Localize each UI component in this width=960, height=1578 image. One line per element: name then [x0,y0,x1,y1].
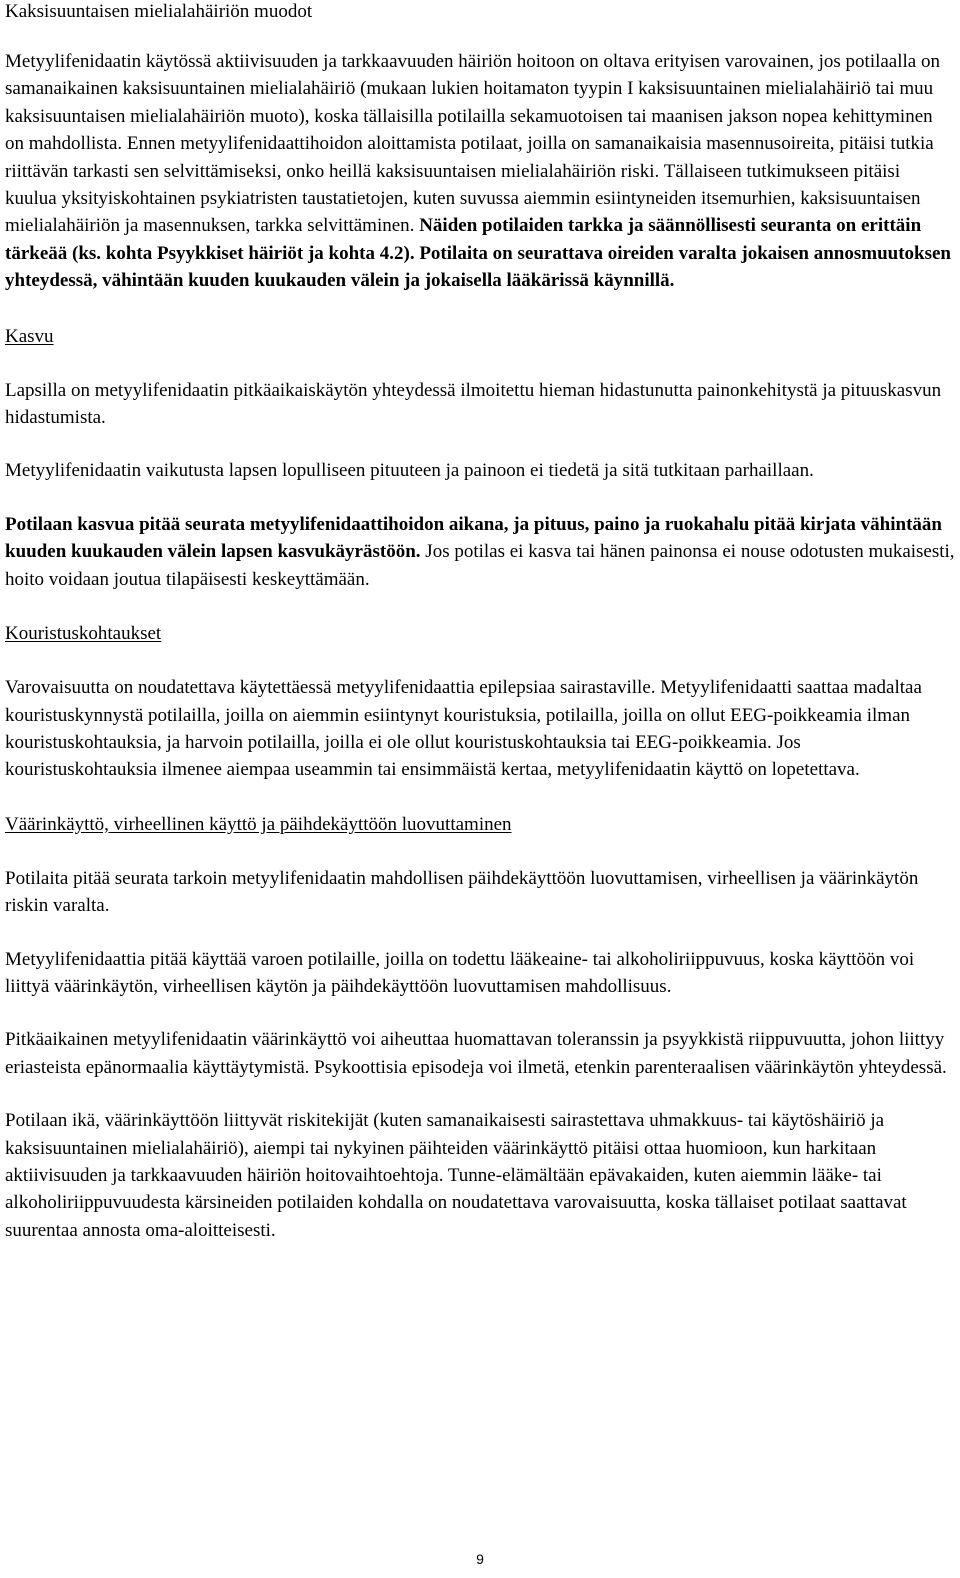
paragraph-bipolar [5,48,955,295]
heading-bipolar: Kaksisuuntaisen mielialahäiriön muodot [5,1,313,22]
paragraph-abuse-2: Metyylifenidaattia pitää käyttää varoen potilaille, joilla on todettu lääkeaine- tai alkoholiriippuvuus, koska käyttöön voi liittyä väärinkäytön, virheellisen käytön ja päihdekäyttöön luovuttamisen mahdollisuus. [5,948,915,997]
paragraph-growth-3-text: Jos potilas ei kasva tai hänen painonsa ei nouse odotusten mukaisesti, hoito voidaan joutua tilapäisesti keskeyttämään. [5,541,955,590]
document-page [5,0,955,1244]
heading-growth: Kasvu [5,325,54,347]
paragraph-seizures: Varovaisuutta on noudatettava käytettäessä metyylifenidaattia epilepsiaa sairastaville. Metyylifenidaatti saattaa madaltaa kouristuskynnystä potilailla, joilla on aiemmin esiintynyt kouristuksia, potilailla, joilla on ollut EEG-poikkeamia ilman kouristuskohtauksia, ja harvoin potilailla, joilla ei ole ollut kouristuskohtauksia tai EEG-poikkeamia. Jos kouristuskohtauksia ilmenee aiempaa useammin tai ensimmäistä kertaa, metyylifenidaatin käyttö on lopetettava. [5,677,922,781]
paragraph-growth-2: Metyylifenidaatin vaikutusta lapsen lopulliseen pituuteen ja painoon ei tiedetä ja sitä tutkitaan parhaillaan. [5,460,814,482]
paragraph-bipolar-bold: Näiden potilaiden tarkka ja säännöllisesti seuranta on erittäin tärkeää (ks. kohta Psyykkiset häiriöt ja kohta 4.2). Potilaita on seurattava oireiden varalta jokaisen annosmuutoksen yhteydessä, vähintään kuuden kuukauden välein ja jokaisella lääkärissä käynnillä. [5,215,952,292]
heading-seizures: Kouristuskohtaukset [5,623,162,645]
paragraph-growth-3 [5,511,955,593]
heading-abuse: Väärinkäyttö, virheellinen käyttö ja päihdekäyttöön luovuttaminen [5,813,512,835]
page-number: 9 [476,1551,484,1567]
paragraph-growth-3-bold: Potilaan kasvua pitää seurata metyylifenidaattihoidon aikana, ja pituus, paino ja ruokahalu pitää kirjata vähintään kuuden kuukauden välein lapsen kasvukäyrästöön. [5,513,942,563]
paragraph-growth-1: Lapsilla on metyylifenidaatin pitkäaikaiskäytön yhteydessä ilmoitettu hieman hidastunutta painonkehitystä ja pituuskasvun hidastumista. [5,379,942,429]
paragraph-abuse-4: Potilaan ikä, väärinkäyttöön liittyvät riskitekijät (kuten samanaikaisesti sairastettava uhmakkuus- tai käytöshäiriö ja kaksisuuntainen mielialahäiriö), aiempi tai nykyinen päihteiden väärinkäyttö pitäisi ottaa huomioon, kun harkitaan aktiivisuuden ja tarkkaavuuden häiriön hoitovaihtoehtoja. Tunne-elämältään epävakaiden, kuten aiemmin lääke- tai alkoholiriippuvuudesta kärsineiden potilaiden kohdalla on noudatettava varovaisuutta, koska tällaiset potilaat saattavat suurentaa annosta oma-aloitteisesti. [5,1110,907,1241]
paragraph-abuse-3: Pitkäaikainen metyylifenidaatin väärinkäyttö voi aiheuttaa huomattavan toleranssin ja psyykkistä riippuvuutta, johon liittyy eriasteista epänormaalia käyttäytymistä. Psykoottisia episodeja voi ilmetä, etenkin parenteraalisen väärinkäytön yhteydessä. [5,1029,947,1078]
paragraph-abuse-1: Potilaita pitää seurata tarkoin metyylifenidaatin mahdollisen päihdekäyttöön luovuttamisen, virheellisen ja väärinkäytön riskin varalta. [5,867,919,917]
paragraph-bipolar-text: Metyylifenidaatin käytössä aktiivisuuden ja tarkkaavuuden häiriön hoitoon on oltava erityisen varovainen, jos potilaalla on samanaikainen kaksisuuntainen mielialahäiriö (mukaan lukien hoitamaton tyypin I kaksisuuntainen mielialahäiriö tai muu kaksisuuntaisen mielialahäiriön muoto), koska tällaisilla potilailla sekamuotoisen tai maanisen jakson nopea kehittyminen on mahdollista. Ennen metyylifenidaattihoidon aloittamista potilaat, joilla on samanaikaisia masennusoireita, pitäisi tutkia riittävän tarkasti sen selvittämiseksi, onko heillä kaksisuuntaisen mielialahäiriön riski. Tällaiseen tutkimukseen pitäisi kuulua yksityiskohtainen psykiatristen taustatietojen, kuten suvussa aiemmin esiintyneiden itsemurhien, kaksisuuntaisen mielialahäiriön ja masennuksen, tarkka selvittäminen. [5,51,940,237]
